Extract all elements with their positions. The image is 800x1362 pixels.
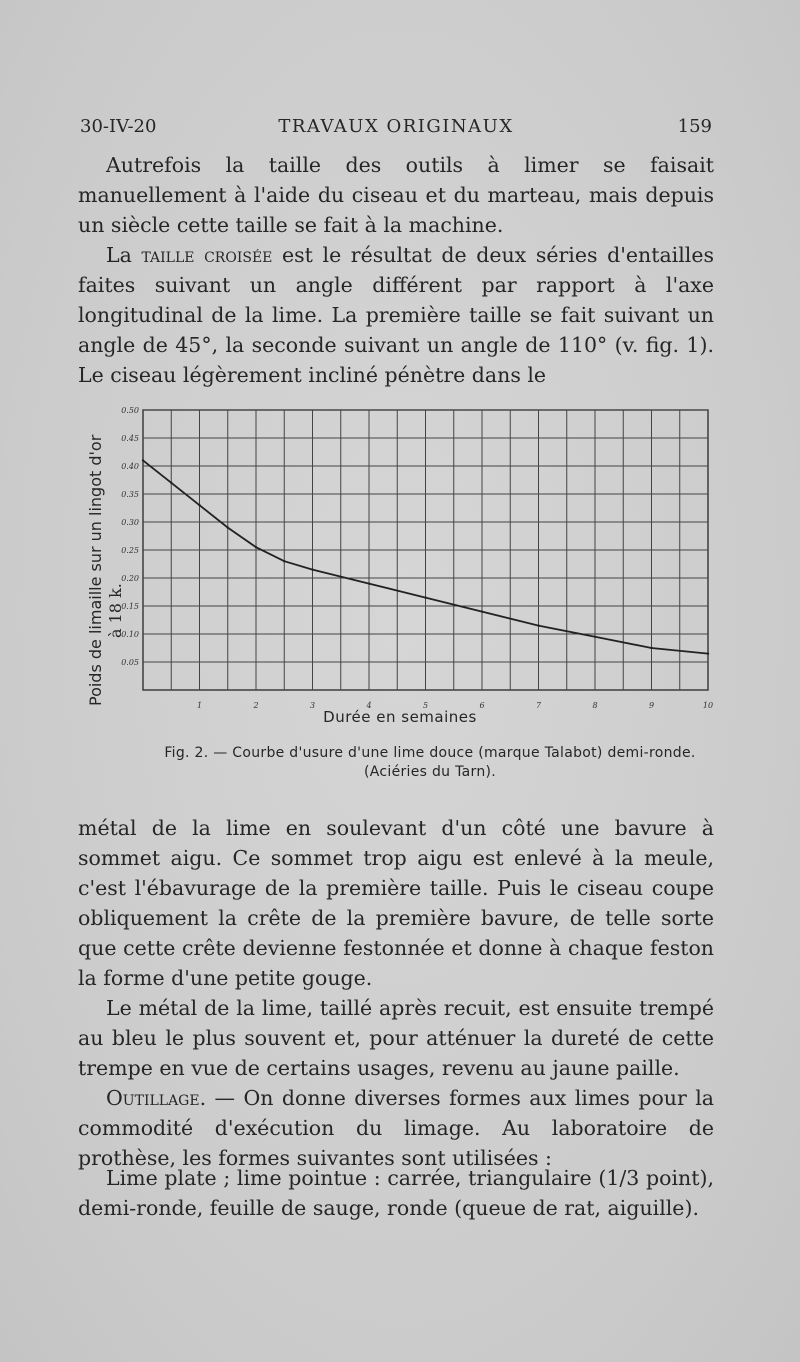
paragraph-intro: Autrefois la taille des outils à limer se faisait manuellement à l'aide du ciseau et du marteau, mais depuis un siècle cette taille se fait à la machine.: [78, 153, 714, 237]
data-point: [650, 647, 652, 649]
data-point: [311, 568, 313, 570]
y-tick-label: 0.30: [121, 518, 139, 527]
y-tick-label: 0.35: [121, 490, 139, 499]
data-point: [142, 459, 144, 461]
paragraph-formes: Lime plate ; lime pointue : carrée, triangulaire (1/3 point), demi-ronde, feuille de sauge, ronde (queue de rat, aiguille).: [78, 1166, 714, 1220]
data-point: [283, 560, 285, 562]
data-point: [227, 526, 229, 528]
term-taille-croisee: taille croisée: [141, 243, 273, 267]
caption-line-1: Fig. 2. — Courbe d'usure d'une lime douce (marque Talabot) demi-ronde.: [164, 745, 696, 761]
y-tick-label: 0.10: [121, 630, 139, 639]
data-point: [707, 652, 709, 654]
data-point: [537, 624, 539, 626]
wear-chart: [0, 380, 800, 720]
data-point: [481, 610, 483, 612]
paragraph-bavure: métal de la lime en soulevant d'un côté une bavure à sommet aigu. Ce sommet trop aigu est enlevé à la meule, c'est l'ébavurage de la première taille. Puis le ciseau coupe obliquement la crête de la première bavure, de telle sorte que cette crête devienne festonnée et donne à chaque feston la forme d'une petite gouge.: [78, 816, 714, 990]
header-date: 30-IV-20: [80, 116, 157, 137]
y-tick-label: 0.25: [121, 546, 139, 555]
y-tick-label: 0.45: [121, 434, 139, 443]
x-tick-label: 10: [702, 701, 714, 710]
term-outillage: Outillage.: [106, 1086, 207, 1110]
data-point: [424, 596, 426, 598]
x-tick-label: 8: [592, 701, 598, 710]
caption-line-2: (Aciéries du Tarn).: [363, 764, 496, 780]
data-point: [198, 504, 200, 506]
paragraph-trempe: Le métal de la lime, taillé après recuit, est ensuite trempé au bleu le plus souvent et, pour atténuer la dureté de cette trempe en vue de certains usages, revenu au jaune paille.: [78, 996, 714, 1080]
x-tick-label: 6: [479, 701, 485, 710]
para2-text: est le résultat de deux séries d'entailles faites suivant un angle différent par rapport à l'axe longitudinal de la lime. La première taille se fait suivant un angle de 45°, la seconde suivant un angle de 110° (v. fig. 1). Le ciseau légèrement incliné pénètre dans le: [78, 243, 714, 387]
para2-intro: La: [106, 243, 142, 267]
figure-caption: [100, 744, 760, 782]
y-tick-label: 0.20: [121, 574, 139, 583]
figure-2: [0, 380, 800, 800]
para5-text: — On donne diverses formes aux limes pour la commodité d'exécution du limage. Au laboratoire de prothèse, les formes suivantes sont utilisées :: [78, 1086, 714, 1170]
y-tick-label: 0.50: [121, 406, 139, 415]
data-point: [255, 546, 257, 548]
paragraph-taille-croisee: [78, 240, 714, 390]
y-tick-label: 0.05: [121, 658, 139, 667]
y-axis-label: Poids de limaille sur un lingot d'or: [86, 434, 105, 706]
data-point: [368, 582, 370, 584]
y-axis-label-sub: à 18 k.: [106, 583, 125, 638]
x-tick-label: 9: [648, 701, 655, 710]
x-tick-label: 1: [196, 701, 203, 710]
paragraph-outillage: [78, 1083, 714, 1173]
page-number: 159: [677, 116, 712, 137]
x-tick-label: 5: [422, 701, 429, 710]
x-tick-label: 3: [309, 701, 316, 710]
x-tick-label: 2: [253, 701, 259, 710]
y-tick-label: 0.15: [121, 602, 139, 611]
x-axis-label: Durée en semaines: [323, 708, 477, 726]
page-header: [80, 116, 712, 144]
header-title: TRAVAUX ORIGINAUX: [278, 116, 514, 137]
data-point: [170, 482, 172, 484]
y-tick-label: 0.40: [121, 462, 139, 471]
x-tick-label: 4: [366, 701, 372, 710]
data-point: [594, 636, 596, 638]
x-tick-label: 7: [535, 701, 542, 710]
